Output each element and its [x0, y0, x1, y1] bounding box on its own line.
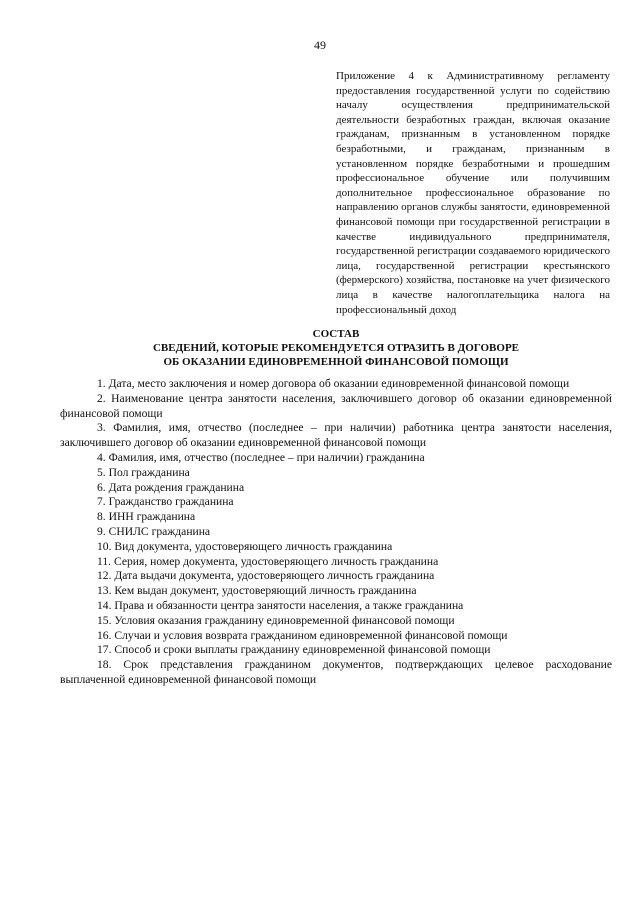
items-list [60, 377, 612, 688]
list-item: 14. Права и обязанности центра занятости населения, а также гражданина [97, 598, 464, 612]
title-line-1: СОСТАВ [312, 328, 360, 340]
list-item: 9. СНИЛС гражданина [97, 524, 211, 538]
list-item: 8. ИНН гражданина [97, 510, 196, 524]
title-line-2: СВЕДЕНИЙ, КОТОРЫЕ РЕКОМЕНДУЕТСЯ ОТРАЗИТЬ В ДОГОВОРЕ [152, 342, 520, 354]
list-item: 1. Дата, место заключения и номер договора об оказании единовременной финансовой помощи [97, 377, 570, 390]
title-line-3: ОБ ОКАЗАНИИ ЕДИНОВРЕМЕННОЙ ФИНАНСОВОЙ ПОМОЩИ [163, 356, 509, 368]
list-item: 11. Серия, номер документа, удостоверяющего личность гражданина [97, 554, 439, 568]
list-item: 17. Способ и сроки выплаты гражданину единовременной финансовой помощи [97, 643, 491, 657]
list-item: 2. Наименование центра занятости населения, заключившего договор об оказании единовременной финансовой помощи [60, 391, 612, 420]
document-title [60, 327, 612, 369]
list-item: 13. Кем выдан документ, удостоверяющий личность гражданина [97, 584, 417, 598]
list-item: 10. Вид документа, удостоверяющего личность гражданина [97, 539, 393, 553]
list-item: 15. Условия оказания гражданину единовременной финансовой помощи [97, 613, 455, 627]
list-item: 4. Фамилия, имя, отчество (последнее – при наличии) гражданина [97, 450, 425, 464]
list-item: 6. Дата рождения гражданина [97, 480, 245, 494]
page-number: 49 [314, 38, 326, 52]
list-item: 5. Пол гражданина [97, 465, 190, 479]
list-item: 18. Срок представления гражданином документов, подтверждающих целевое расходование выплаченной единовременной финансовой помощи [60, 658, 612, 686]
annex-reference: Приложение 4 к Административному регламенту предоставления государственной услуги по содействию началу осуществления предпринимательской деятельности безработных граждан, включая оказание гражданам, признанным в установленном порядке безработными, и гражданам, признанным в установленном порядке безработными и прошедшим профессиональное обучение или получившим дополнительное профессиональное образование по направлению органов службы занятости, единовременной финансовой помощи при государственной регистрации в качестве индивидуального предпринимателя, государственной регистрации создаваемого юридического лица, государственной регистрации крестьянского (фермерского) хозяйства, постановке на учет физического лица в качестве налогоплательщика налога на профессиональный доход [336, 70, 610, 316]
list-item: 12. Дата выдачи документа, удостоверяющего личность гражданина [97, 569, 435, 583]
list-item: 7. Гражданство гражданина [97, 495, 234, 509]
list-item: 16. Случаи и условия возврата гражданином единовременной финансовой помощи [97, 628, 508, 642]
list-item: 3. Фамилия, имя, отчество (последнее – при наличии) работника центра занятости населения, заключившего договор об оказании единовременной финансовой помощи [60, 421, 612, 450]
